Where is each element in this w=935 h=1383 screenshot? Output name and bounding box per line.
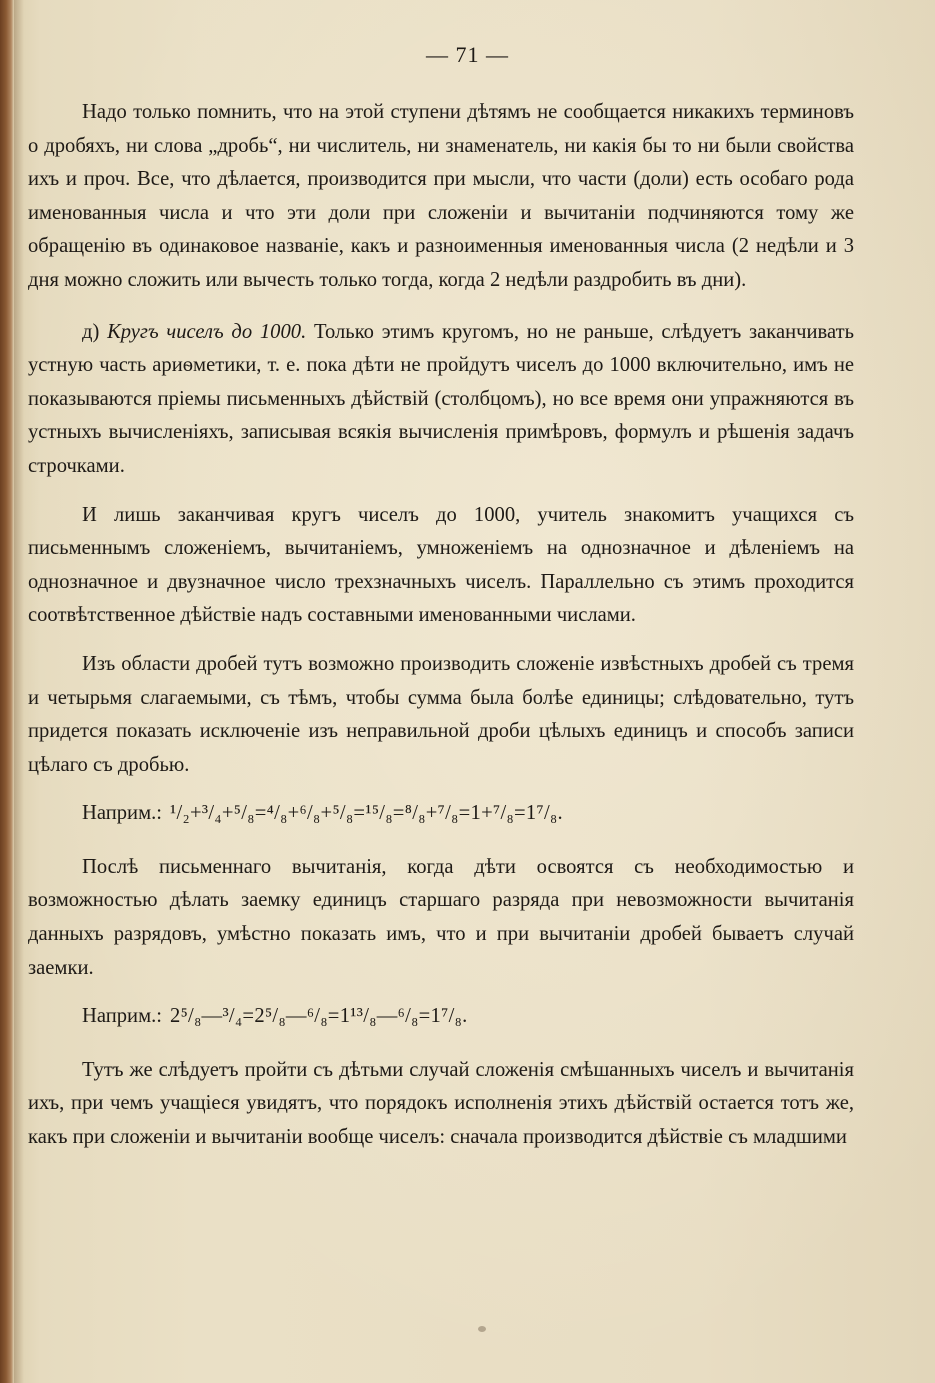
paragraph-mixed-numbers: Тутъ же слѣдуетъ пройти съ дѣтьми случай сложенія смѣшанныхъ чиселъ и вычитанія ихъ, при чемъ учащіеся увидятъ, что порядокъ исполненія этихъ дѣйствій остается тотъ же, какъ при сложеніи и вычитаніи вообще чиселъ: сначала производится дѣйствіе съ младшими [28, 1058, 854, 1149]
page-body [28, 96, 854, 1173]
paragraph-circle-1000-text: Только этимъ кругомъ, но не раньше, слѣдуетъ заканчивать устную часть ариѳметики, т. е. пока дѣти не пройдутъ чиселъ до 1000 включительно, имъ не показываются пріемы письменныхъ дѣйствій (столбцомъ), но все время они упражняются въ устныхъ вычисленіяхъ, записывая всякія вычисленія примѣровъ, формулъ и рѣшенія задачъ строчками. [28, 320, 854, 477]
section-title: Кругъ чиселъ до 1000. [107, 320, 307, 343]
example-expression: ¹/₂+³/₄+⁵/₈=⁴/₈+⁶/₈+⁵/₈=¹⁵/₈=⁸/₈+⁷/₈=1+⁷/₈=1⁷/₈. [169, 802, 563, 825]
paragraph-fraction-addition: Изъ области дробей тутъ возможно производить сложеніе извѣстныхъ дробей съ тремя и четырьмя слагаемыми, съ тѣмъ, чтобы сумма была болѣе единицы; слѣдовательно, тутъ придется показать исключеніе изъ неправильной дроби цѣлыхъ единицъ и способъ записи цѣлаго съ дробью. [28, 652, 854, 776]
paragraph-written-operations: И лишь заканчивая кругъ чиселъ до 1000, учитель знакомитъ учащихся съ письменнымъ сложеніемъ, вычитаніемъ, умноженіемъ на однозначное и дѣленіемъ на однозначное и двузначное число трехзначныхъ чиселъ. Параллельно съ этимъ проходится соотвѣтственное дѣйствіе надъ составными именованными числами. [28, 503, 854, 627]
example-label: Наприм.: [82, 1005, 162, 1028]
example-subtraction [28, 1000, 854, 1034]
paragraph-circle-1000 [28, 316, 854, 484]
page-number: — 71 — [426, 42, 509, 67]
example-addition [28, 797, 854, 831]
paragraph-borrowing: Послѣ письменнаго вычитанія, когда дѣти освоятся съ необходимостью и возможностью дѣлать заемку единицъ старшаго разряда при невозможности вычитанія данныхъ разрядовъ, умѣстно показать имъ, что и при вычитаніи дробей бываетъ случай заемки. [28, 855, 854, 979]
example-label: Наприм.: [82, 802, 162, 825]
example-expression: 2⁵/₈—³/₄=2⁵/₈—⁶/₈=1¹³/₈—⁶/₈=1⁷/₈. [169, 1005, 468, 1028]
page-fold-shadow [14, 0, 24, 1383]
paragraph-fractions-note: Надо только помнить, что на этой ступени дѣтямъ не сообщается никакихъ терминовъ о дробяхъ, ни слова „дробь“, ни числитель, ни знаменатель, ни какія бы то ни были свойства ихъ и проч. Все, что дѣлается, производится при мысли, что части (доли) есть особаго рода именованныя числа и что эти доли при сложеніи и вычитаніи подчиняются тому же обращенію въ одинаковое названіе, какъ и разноименныя именованныя числа (2 недѣли и 3 дня можно сложить или вычесть только тогда, когда 2 недѣли раздробить въ дни). [28, 101, 854, 291]
section-label: д) [82, 320, 100, 343]
ink-smudge [478, 1326, 486, 1332]
book-binding-edge [0, 0, 14, 1383]
